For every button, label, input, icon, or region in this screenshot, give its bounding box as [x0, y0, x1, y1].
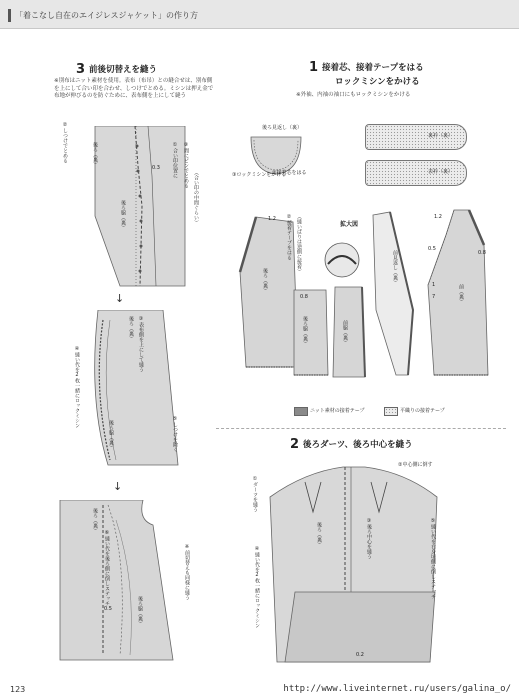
section3-title-text: 前後切替えを縫う — [89, 65, 158, 75]
section-divider — [216, 428, 506, 429]
s2-label-center: ③後ろ中心を縫う — [366, 518, 372, 559]
section3-diagram-1 — [80, 126, 200, 291]
s1-dim-b2: 0.8 — [478, 250, 486, 256]
back-side-piece — [290, 285, 332, 380]
s3-label-back-3: 後ろ（裏） — [92, 508, 98, 533]
s3-note-front: ※前切替えも同様に縫う — [184, 544, 190, 600]
s1-dim-c: 0.5 — [428, 246, 436, 252]
s1-dim-e: 7 — [432, 294, 436, 300]
s3-label-pin: ①合い印位置に — [172, 142, 178, 178]
header-bar — [0, 0, 519, 29]
section1-number: 1 — [309, 60, 319, 75]
section3-diagram-3 — [58, 500, 183, 665]
s1-dim-a: 1.2 — [268, 216, 276, 222]
s3-label-press: ⑥縫い代を後ろ側に倒しステッチ — [104, 530, 110, 606]
s2-label-back: 後ろ（裏） — [316, 522, 322, 547]
s1-label-collar-top: 裏衿（裏） — [428, 133, 454, 139]
s2-label-serge: ④縫い代を2枚一緒にロックミシン — [254, 546, 260, 628]
s3-label-pin2: ③間にピンでとめる — [183, 142, 189, 188]
s1-dim-b: 0.8 — [300, 294, 308, 300]
s1-dim-a2: 1.2 — [434, 214, 442, 220]
s3-label-back-side-3: 後ろ脇（裏） — [137, 596, 143, 626]
page-number: 123 — [10, 685, 26, 694]
legend-knit-label: ニット素材の接着テープ — [310, 408, 365, 414]
s1-label-interfacing: ①接着芯をはる — [272, 170, 307, 176]
s3-label-sew: ③表布側を上にして縫う — [138, 316, 144, 372]
s1-dim-d: 1 — [432, 282, 436, 288]
book-title: 「着こなし自在のエイジレスジャケット」の作り方 — [8, 9, 202, 22]
s1-label-front-facing: 前見返し（裏） — [392, 250, 398, 285]
s3-label-center: （合い印の中間ぐらい） — [193, 170, 199, 225]
s3-label-back-side: 後ろ脇（裏） — [120, 200, 126, 230]
section2-title — [290, 437, 413, 452]
s3-label-remove: ⑤しつけを除く — [172, 416, 178, 452]
s1-label-back-facing: 後ろ見返し（裏） — [262, 125, 303, 131]
s3-dim-2: 0.5 — [104, 606, 112, 612]
s2-dim: 0.2 — [356, 652, 364, 658]
s1-label-front-side: 前脇（裏） — [342, 320, 348, 345]
down-arrow-icon: ↓ — [115, 292, 125, 305]
s3-label-back-fabric: 後ろ（裏） — [92, 142, 98, 167]
section2-title-text: 後ろダーツ、後ろ中心を縫う — [303, 440, 413, 450]
s3-label-back-side-2: 後ろ脇（裏） — [108, 420, 114, 450]
s1-label-front: 前（裏） — [458, 284, 464, 304]
section3-note: ※別布はニット素材を使用。表布（布吊）との縫合せは、別布側を上にして合い印を合わせ、しつけでとめる。ミシンは押え金で布地が伸びるのを防ぐために、表布側を上にして縫う — [54, 78, 214, 99]
s1-label-tape: ②接着テープをはる — [286, 214, 292, 260]
section3-title — [76, 62, 157, 77]
legend-plain-label: 平織りの接着テープ — [400, 408, 445, 414]
section2-number: 2 — [290, 437, 300, 452]
s1-label-back-side: 後ろ脇（裏） — [302, 316, 308, 346]
s3-label-back-2: 後ろ（裏） — [128, 316, 134, 341]
s1-label-zoom: 拡大図 — [340, 221, 359, 228]
down-arrow-icon-2: ↓ — [113, 480, 123, 493]
section2-diagram — [265, 462, 445, 672]
s3-label-serge: ④縫い代を2枚一緒にロックミシン — [74, 346, 80, 428]
section1-subnote: ※外袖、内袖の袖口にもロックミシンをかける — [296, 92, 411, 98]
watermark-url[interactable]: http://www.liveinternet.ru/users/galina_o/ — [283, 684, 511, 694]
s2-label-press: ⑤縫い代を右身頃側に倒しステッチ — [430, 518, 436, 599]
section1-title — [309, 60, 424, 87]
s1-label-back: 後ろ（裏） — [262, 268, 268, 293]
s3-dim-1: 0.3 — [152, 165, 160, 171]
section1-title-line1: 接着芯、接着テープをはる — [322, 63, 424, 73]
zoom-detail — [322, 240, 362, 280]
section1-title-line2: ロックミシンをかける — [335, 77, 420, 87]
s1-label-tape-note: （縫いぱりは逆側に接着） — [296, 214, 302, 274]
s3-label-tack: ②しつけでとめる — [62, 122, 68, 163]
section3-number: 3 — [76, 62, 86, 77]
legend-plain-swatch — [384, 407, 398, 416]
s2-label-fold: ②中心側に倒す — [398, 462, 433, 468]
s1-label-serge: ③ロックミシンをかける — [232, 172, 287, 178]
front-side-piece — [330, 282, 370, 382]
legend-knit-swatch — [294, 407, 308, 416]
s2-label-dart: ①ダーツを縫う — [252, 476, 258, 512]
s1-label-collar-bottom: 表衿（裏） — [428, 169, 454, 175]
